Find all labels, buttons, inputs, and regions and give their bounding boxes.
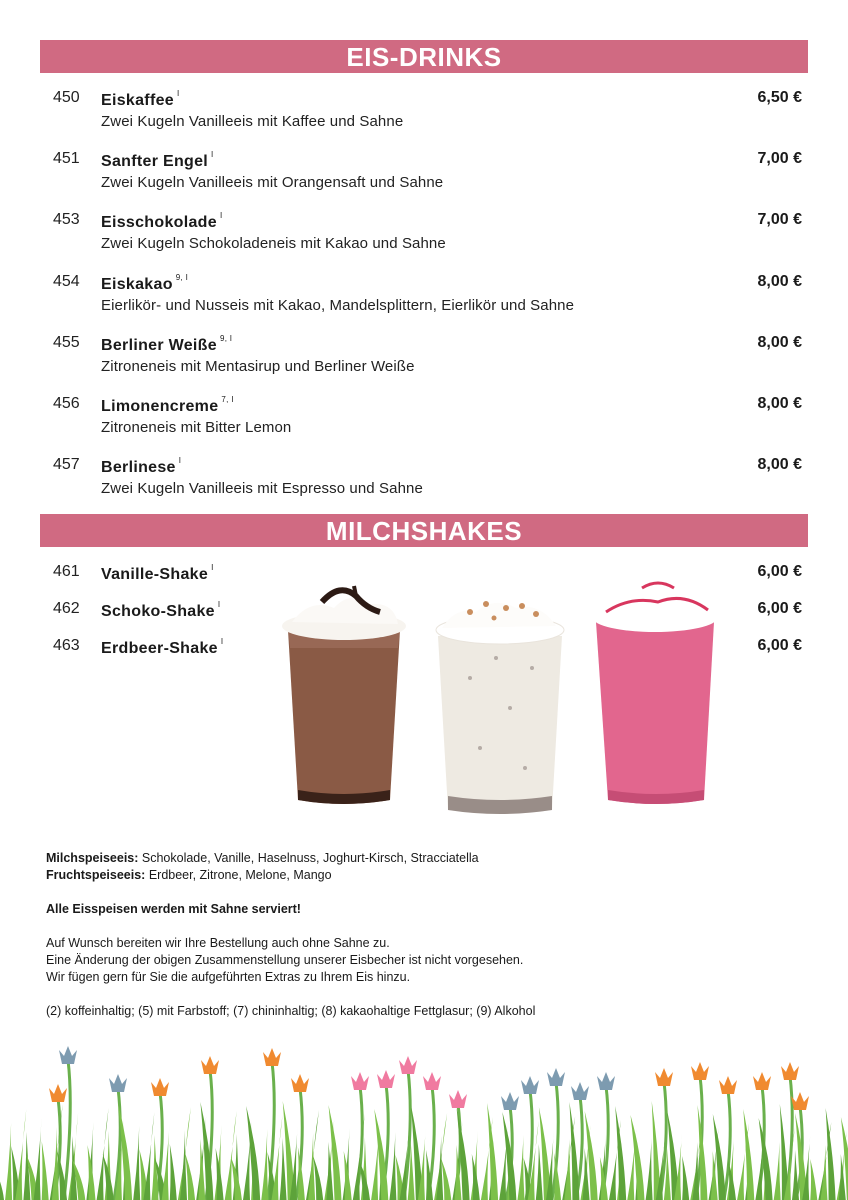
item-name: Schoko-Shake $^I$ [101, 600, 221, 620]
vanilla-shake-icon [436, 601, 564, 814]
item-name: Eiskakao $^{9, I}$ [101, 272, 189, 293]
section-title-eis-drinks: EIS-DRINKS [40, 40, 808, 73]
item-number: 463 [53, 637, 80, 654]
order-notes [46, 935, 523, 986]
item-number: 457 [53, 456, 80, 474]
item-name: Erdbeer-Shake $^I$ [101, 637, 224, 657]
order-note-line: Wir fügen gern für Sie die aufgeführten Extras zu Ihrem Eis hinzu. [46, 970, 411, 984]
allergen-legend: (2) koffeinhaltig; (5) mit Farbstoff; (7) chininhaltig; (8) kakaohaltige Fettglasur; (9) Alkohol [46, 1004, 536, 1018]
item-name: Berlinese $^I$ [101, 456, 182, 477]
item-number: 456 [53, 395, 80, 412]
ice-cream-types [46, 850, 479, 884]
item-allergen-codes: I [220, 637, 224, 646]
item-description: Zitroneneis mit Mentasirup und Berliner Weiße [101, 357, 415, 375]
tulips-grass-icon [0, 1030, 848, 1200]
item-description: Zwei Kugeln Schokoladeneis mit Kakao und Sahne [101, 235, 446, 253]
item-name: Vanille-Shake $^I$ [101, 563, 214, 583]
item-description: Zwei Kugeln Vanilleeis mit Orangensaft und Sahne [101, 174, 444, 192]
item-price: 7,00 € [757, 150, 802, 168]
milkshakes-image [270, 568, 730, 828]
item-number: 454 [53, 272, 80, 290]
item-name: Eiskaffee $^I$ [101, 89, 180, 109]
item-price: 8,00 € [757, 395, 802, 412]
item-allergen-codes: I [211, 563, 214, 572]
item-number: 455 [53, 333, 80, 351]
item-price: 6,00 € [757, 563, 802, 580]
item-number: 462 [53, 600, 80, 617]
item-price: 6,00 € [757, 600, 802, 617]
milchspeiseeis-text: Schokolade, Vanille, Haselnuss, Joghurt-Kirsch, Stracciatella [138, 851, 479, 865]
item-allergen-codes: 9, I [175, 272, 189, 282]
item-price: 8,00 € [757, 456, 802, 474]
item-allergen-codes: I [217, 600, 221, 609]
item-allergen-codes: I [211, 150, 214, 160]
item-number: 461 [53, 563, 80, 580]
item-description: Zitroneneis mit Bitter Lemon [101, 419, 292, 436]
item-description: Eierlikör- und Nusseis mit Kakao, Mandelsplittern, Eierlikör und Sahne [101, 296, 575, 314]
item-allergen-codes: I [178, 456, 182, 466]
strawberry-shake-icon [593, 583, 717, 804]
milchspeiseeis-label: Milchspeiseeis: [46, 851, 139, 865]
item-number: 453 [53, 211, 80, 229]
order-note-line: Auf Wunsch bereiten wir Ihre Bestellung auch ohne Sahne zu. [46, 936, 390, 950]
item-allergen-codes: I [219, 211, 223, 221]
item-name: Berliner Weiße $^{9, I}$ [101, 333, 233, 354]
order-note-line: Eine Änderung der obigen Zusammenstellung unserer Eisbecher ist nicht vorgesehen. [46, 953, 524, 967]
item-price: 8,00 € [757, 272, 802, 290]
item-name: Limonencreme $^{7, I}$ [101, 395, 234, 415]
item-price: 6,00 € [757, 637, 802, 654]
item-description: Zwei Kugeln Vanilleeis mit Espresso und Sahne [101, 480, 423, 498]
item-number: 450 [53, 89, 80, 106]
fruchtspeiseeis-label: Fruchtspeiseeis: [46, 868, 146, 882]
item-price: 6,50 € [757, 89, 802, 106]
item-allergen-codes: 7, I [221, 395, 234, 404]
sahne-note [46, 901, 301, 918]
item-name: Sanfter Engel $^I$ [101, 150, 214, 171]
item-price: 8,00 € [757, 333, 802, 351]
section-title-milchshakes: MILCHSHAKES [40, 514, 808, 547]
item-price: 7,00 € [757, 211, 802, 229]
fruchtspeiseeis-text: Erdbeer, Zitrone, Melone, Mango [145, 868, 332, 882]
item-number: 451 [53, 150, 80, 168]
sahne-text: Alle Eisspeisen werden mit Sahne serviert! [46, 902, 301, 916]
item-allergen-codes: I [176, 89, 180, 98]
chocolate-shake-icon [282, 586, 406, 804]
item-allergen-codes: 9, I [219, 333, 233, 343]
item-name: Eisschokolade $^I$ [101, 211, 223, 232]
item-description: Zwei Kugeln Vanilleeis mit Kaffee und Sahne [101, 113, 404, 130]
